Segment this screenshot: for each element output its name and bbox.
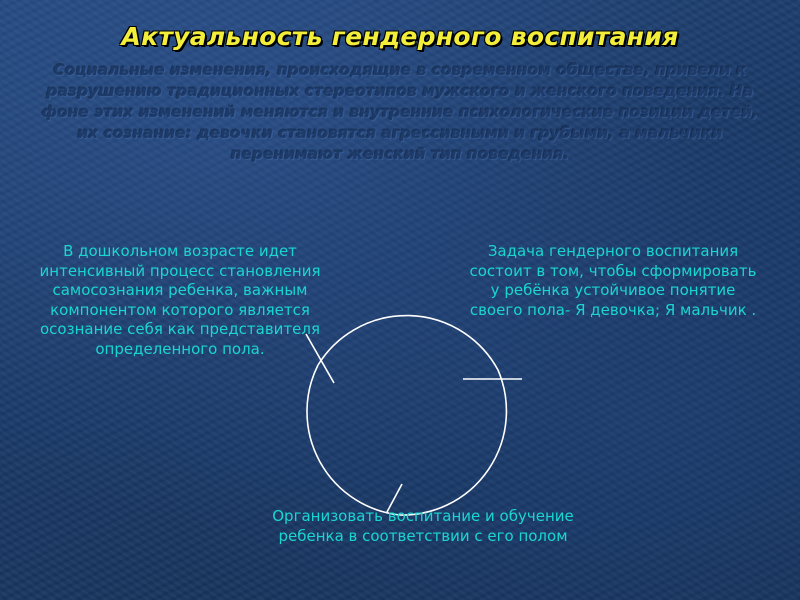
- right-text-block: Задача гендерного воспитания состоит в том, чтобы сформировать у ребёнка устойчивое понятие своего пола- Я девочка; Я мальчик .: [469, 242, 757, 319]
- cycle-arc-top: [318, 316, 498, 370]
- bottom-text-block: Организовать воспитание и обучение ребенка в соответствии с его полом: [272, 507, 574, 545]
- cycle-arc-left: [307, 365, 400, 515]
- cycle-arc-right: [400, 370, 506, 515]
- left-text-block: В дошкольном возрасте идет интенсивный процесс становления самосознания ребенка, важным компонентом которого является осознание себя как представителя определенного пола.: [39, 242, 321, 358]
- slide-title: Актуальность гендерного воспитания: [121, 22, 679, 51]
- intro-paragraph: Социальные изменения, происходящие в современном обществе, привели к разрушению традиционных стереотипов мужского и женского поведения. На фоне этих изменений меняются и внутренние психологические позиции детей, их сознание: девочки становятся агрессивными и грубыми, а мальчики перенимают женский тип поведения.: [41, 61, 759, 163]
